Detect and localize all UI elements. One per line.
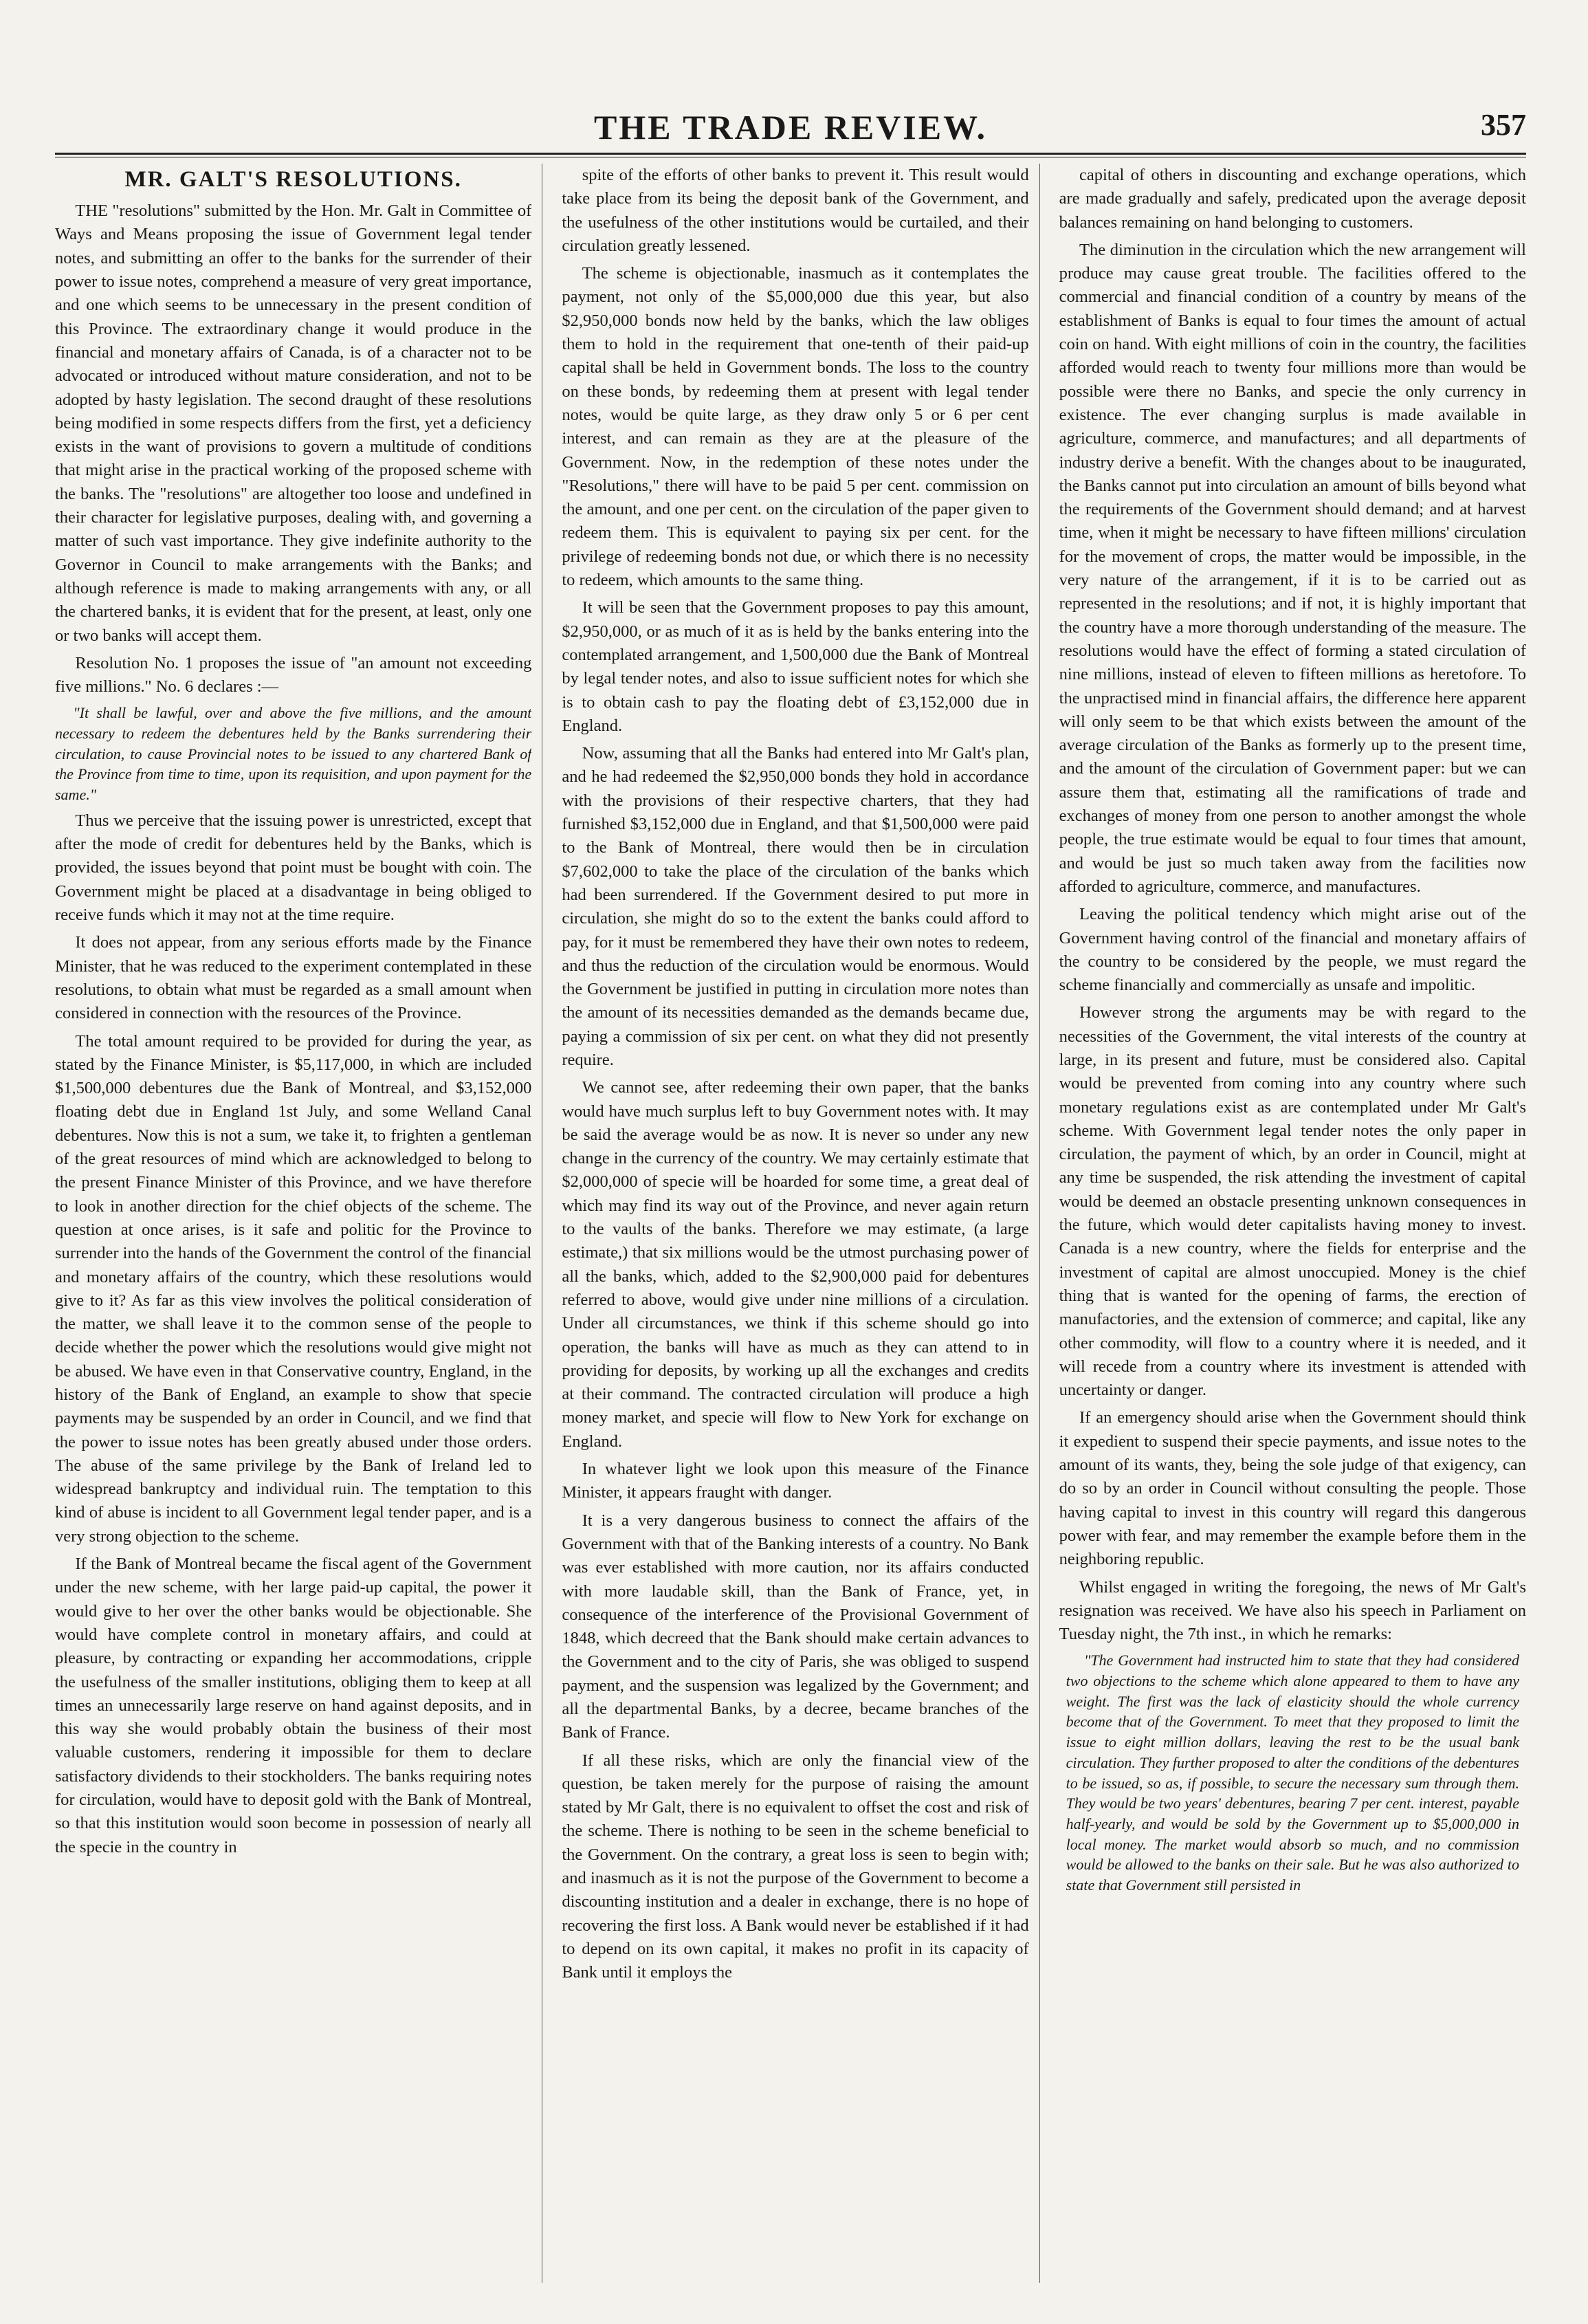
column-3: [1039, 164, 1526, 2283]
publication-title: THE TRADE REVIEW.: [594, 108, 987, 146]
paragraph: In whatever light we look upon this measure of the Finance Minister, it appears fraught with danger.: [562, 1460, 1029, 1502]
paragraph: Thus we perceive that the issuing power is unrestricted, except that after the mode of credit for debentures held by the Banks, which is provided, the issues beyond that point must be bought with coin. The Government might be placed at a disadvantage in being obliged to receive funds which it may not at the time require.: [55, 811, 532, 925]
paragraph: Now, assuming that all the Banks had entered into Mr Galt's plan, and he had redeemed the $2,950,000 bonds they hold in accordance with the provisions of their respective charters, that they had furnished $3,152,000 due in England, and that $1,500,000 were paid to the Bank of Montreal, there would then be in circulation $7,602,000 to take the place of the circulation of the banks which had been surrendered. If the Government desired to put more in circulation, she might do so to the extent the banks could afford to pay, for it must be remembered they have their own notes to redeem, and thus the reduction of the circulation would be enormous. Would the Government be justified in putting in circulation more notes than the amount of its necessities demanded as the demands became due, paying a commission of six per cent. on what they did not presently require.: [562, 744, 1029, 1069]
paragraph: Whilst engaged in writing the foregoing, the news of Mr Galt's resignation was received. We have also his speech in Parliament on Tuesday night, the 7th inst., in which he remarks:: [1059, 1577, 1526, 1644]
article-heading: MR. GALT'S RESOLUTIONS.: [124, 167, 462, 192]
paragraph: It does not appear, from any serious efforts made by the Finance Minister, that he was reduced to the experiment contemplated in these resolutions, to obtain what must be regarded as a small amount when considered in connection with the resources of the Province.: [55, 933, 532, 1023]
column-2: [542, 164, 1028, 2283]
quote-text: "The Government had instructed him to state that they had considered two objections to the scheme which alone appeared to them to have any weight. The first was the lack of elasticity should the whole currency become that of the Government. To meet that they proposed to limit the issue to eight million dollars, leaving the rest to be the usual bank circulation. They further proposed to alter the conditions of the debentures to be issued, so as, if possible, to secure the necessary sum through them. They would be two years' debentures, bearing 7 per cent. interest, payable half-yearly, and would be sold by the Government up to $5,000,000 in local money. The market would absorb so much, and no commission would be allowed to the banks on their sale. But he was also authorized to state that Government still persisted in: [1066, 1652, 1519, 1894]
quoted-resolution: "It shall be lawful, over and above the five millions, and the amount necessary to redeem the debentures held by the Banks surrendering their circulation, to cause Provincial notes to be issued to any chartered Bank of the Province from time to time, upon its requisition, and upon payment for the same.": [55, 704, 532, 804]
paragraph: If all these risks, which are only the financial view of the question, be taken merely for the purpose of raising the amount stated by Mr Galt, there is no equivalent to offset the cost and risk of the scheme. There is nothing to be seen in the scheme beneficial to the Government. On the contrary, a great loss is seen to begin with; and inasmuch as it is not the purpose of the Government to become a discounting institution and a dealer in exchange, there is no hope of recovering the first loss. A Bank would never be established if it had to depend on its own capital, it makes no profit in its capacity of Bank until it employs the: [562, 1751, 1029, 1982]
column-1: [55, 164, 531, 2283]
paragraph: capital of others in discounting and exchange operations, which are made gradually and safely, predicated upon the average deposit balances remaining on hand belonging to customers.: [1059, 166, 1526, 232]
paragraph: We cannot see, after redeeming their own paper, that the banks would have much surplus left to buy Government notes with. It may be said the average would be as now. It is never so under any new change in the currency of the country. We may certainly estimate that $2,000,000 of specie will be hoarded for some time, a great deal of which may find its way out of the Province, and never again return to the vaults of the banks. Therefore we may estimate, (a large estimate,) that six millions would be the utmost purchasing power of all the banks, which, added to the $2,900,000 paid for debentures referred to above, would give under nine millions of a circulation. Under all circumstances, we think if this scheme should go into operation, the banks will have as much as they can attend to in providing for deposits, by working up all the exchanges and credits at their command. The contracted circulation will produce a high money market, and specie will flow to New York for exchange on England.: [562, 1078, 1029, 1451]
page-number: 357: [1481, 108, 1526, 142]
paragraph: spite of the efforts of other banks to prevent it. This result would take place from its being the deposit bank of the Government, and the usefulness of the other institutions would be curtailed, and their circulation greatly lessened.: [562, 166, 1029, 255]
paragraph: It will be seen that the Government proposes to pay this amount, $2,950,000, or as much of it as is held by the banks entering into the contemplated arrangement, and 1,500,000 due the Bank of Montreal by legal tender notes, and also to issue sufficient notes for which she is to obtain cash to pay the floating debt of £3,152,000 due in England.: [562, 598, 1029, 735]
paragraph: Resolution No. 1 proposes the issue of "an amount not exceeding five millions." No. 6 declares :—: [55, 653, 532, 697]
paragraph: The diminution in the circulation which the new arrangement will produce may cause great trouble. The facilities offered to the commercial and financial condition of a country by means of the establishment of Banks is equal to four times the amount of actual coin on hand. With eight millions of coin in the country, the facilities afforded would reach to twenty four millions more than would be possible were there no Banks, and specie the only currency in existence. The ever changing surplus is made available in agriculture, commerce, and manufactures; and all departments of industry derive a benefit. With the changes about to be inaugurated, the Banks cannot put into circulation an amount of bills beyond what the requirements of the Government should demand; and at harvest time, when it might be necessary to have fifteen millions' circulation for the movement of crops, the matter would be impossible, in the very nature of the arrangement, if it is to be carried out as represented in the resolutions; and if not, it is highly important that the country have a more thorough understanding of the measure. The resolutions would have the effect of forming a stated circulation of nine millions, instead of eleven to fifteen millions as heretofore. To the unpractised mind in financial affairs, the difference here apparent will only seem to be that which exists between the amount of the average circulation of the Banks as formerly up to the present time, and the amount of the circulation of Government paper: but we can assure them that, estimating all the ramifications of trade and exchanges of money from one person to another amongst the whole people, the true estimate would be equal to four times that amount, and would be just so much taken away from the facilities now afforded to agriculture, commerce, and manufactures.: [1059, 240, 1526, 896]
article-columns: [55, 164, 1526, 2283]
masthead-rule: [55, 153, 1526, 155]
paragraph: Leaving the political tendency which might arise out of the Government having control of the financial and monetary affairs of the country to be considered by the people, we must regard the scheme financially and commercially as unsafe and impolitic.: [1059, 905, 1526, 995]
paragraph: The total amount required to be provided for during the year, as stated by the Finance Minister, is $5,117,000, in which are included $1,500,000 debentures due the Bank of Montreal, and $3,152,000 floating debt due in England 1st July, and some Welland Canal debentures. Now this is not a sum, we take it, to frighten a gentleman of the great resources of mind which are acknowledged to belong to the present Finance Minister of this Province, and we have therefore to look in another direction for the chief objects of the scheme. The question at once arises, is it safe and politic for the Province to surrender into the hands of the Government the control of the financial and monetary affairs of the country, which these resolutions would give to it? As far as this view involves the political consideration of the matter, we shall leave it to the common sense of the people to decide whether the power which the resolutions would give might not be abused. We have even in that Conservative country, England, in the history of the Bank of England, an example to show that specie payments may be suspended by an order in Council, and we find that the power to issue notes has been greatly abused under those orders. The abuse of the same privilege by the Bank of Ireland led to widespread bankruptcy and individual ruin. The temptation to this kind of abuse is incident to all Government legal tender paper, and is a very strong objection to the scheme.: [55, 1031, 532, 1546]
paragraph: If an emergency should arise when the Government should think it expedient to suspend their specie payments, and issue notes to the amount of its wants, they, being the sole judge of that exigency, can do so by an order in Council without consulting the people. Those having capital to invest in this country will regard this dangerous power with fear, and may remember the example before them in the neighboring republic.: [1059, 1408, 1526, 1569]
paragraph: If the Bank of Montreal became the fiscal agent of the Government under the new scheme, with her large paid-up capital, the power it would give to her over the other banks would be objectionable. She would have complete control in monetary affairs, and could at pleasure, by contracting or expanding her accommodations, cripple the usefulness of the smaller institutions, obliging them to keep at all times an unnecessarily large reserve on hand against deposits, and in this way she would probably obtain the business of their most valuable customers, rendering it impossible for them to declare satisfactory dividends to their stockholders. The banks requiring notes for circulation, would have to deposit gold with the Bank of Montreal, so that this institution would soon become in possession of nearly all the specie in the country in: [55, 1555, 532, 1856]
speech-quote: [1066, 1650, 1519, 1895]
paragraph: The scheme is objectionable, inasmuch as it contemplates the payment, not only of the $5,000,000 due this year, but also $2,950,000 bonds now held by the banks, which the law obliges them to hold in the requirement that one-tenth of their paid-up capital shall be held in Government bonds. The loss to the country on these bonds, by redeeming them at present with legal tender notes, would be quite large, as they draw only 5 or 6 per cent interest, and can remain as they are at the pleasure of the Government. Now, in the redemption of these notes under the "Resolutions," there will have to be paid 5 per cent. commission on the amount, and one per cent. on the circulation of the paper given to redeem them. This is equivalent to paying six per cent. for the privilege of redeeming bonds not due, or which there is no necessity to redeem, which amounts to the same thing.: [562, 264, 1029, 590]
paragraph: It is a very dangerous business to connect the affairs of the Government with that of the Banking interests of a country. No Bank was ever established with more caution, nor its affairs conducted with more laudable skill, than the Bank of France, yet, in consequence of the interference of the Provisional Government of 1848, which decreed that the Bank should make certain advances to the Government and to the city of Paris, she was obliged to suspend payment, and the suspension was legalized by the Government; and all the departmental Banks, by a decree, became branches of the Bank of France.: [562, 1511, 1029, 1742]
paragraph: However strong the arguments may be with regard to the necessities of the Government, the vital interests of the country at large, in its present and future, must be considered also. Capital would be prevented from coming into any country where such monetary regulations exist as are contemplated under Mr Galt's scheme. With Government legal tender notes the only paper in circulation, the payment of which, by an order in Council, might at any time be suspended, the risk attending the investment of capital would be deemed an obstacle presenting unknown consequences in the future, which would deter capitalists having money to invest. Canada is a new country, where the fields for enterprise and the investment of capital are almost unoccupied. Money is the chief thing that is wanted for the opening of farms, the erection of manufactories, and the extension of commerce; and capital, like any other commodity, will flow to a country where it is needed, and it will recede from a country where its investment is attended with uncertainty or danger.: [1059, 1003, 1526, 1400]
paragraph: THE "resolutions" submitted by the Hon. Mr. Galt in Committee of Ways and Means proposing the issue of Government legal tender notes, and submitting an offer to the banks for the surrender of their power to issue notes, comprehend a measure of very great importance, and one which seems to be unnecessary in the present condition of this Province. The extraordinary change it would produce in the financial and monetary affairs of Canada, is of a character not to be advocated or introduced without mature consideration, and not to be adopted by hasty legislation. The second draught of these resolutions being modified in some respects differs from the first, yet a deficiency exists in the want of provisions to govern a multitude of conditions that might arise in the practical working of the proposed scheme with the banks. The "resolutions" are altogether too loose and undefined in their character for legislative purposes, dealing with, and governing a matter of such vast importance. They give indefinite authority to the Governor in Council to make arrangements with the Banks; and although reference is made to making arrangements with any, or all the chartered banks, it is evident that for the present, at least, only one or two banks will accept them.: [55, 201, 532, 645]
masthead: [55, 103, 1526, 151]
